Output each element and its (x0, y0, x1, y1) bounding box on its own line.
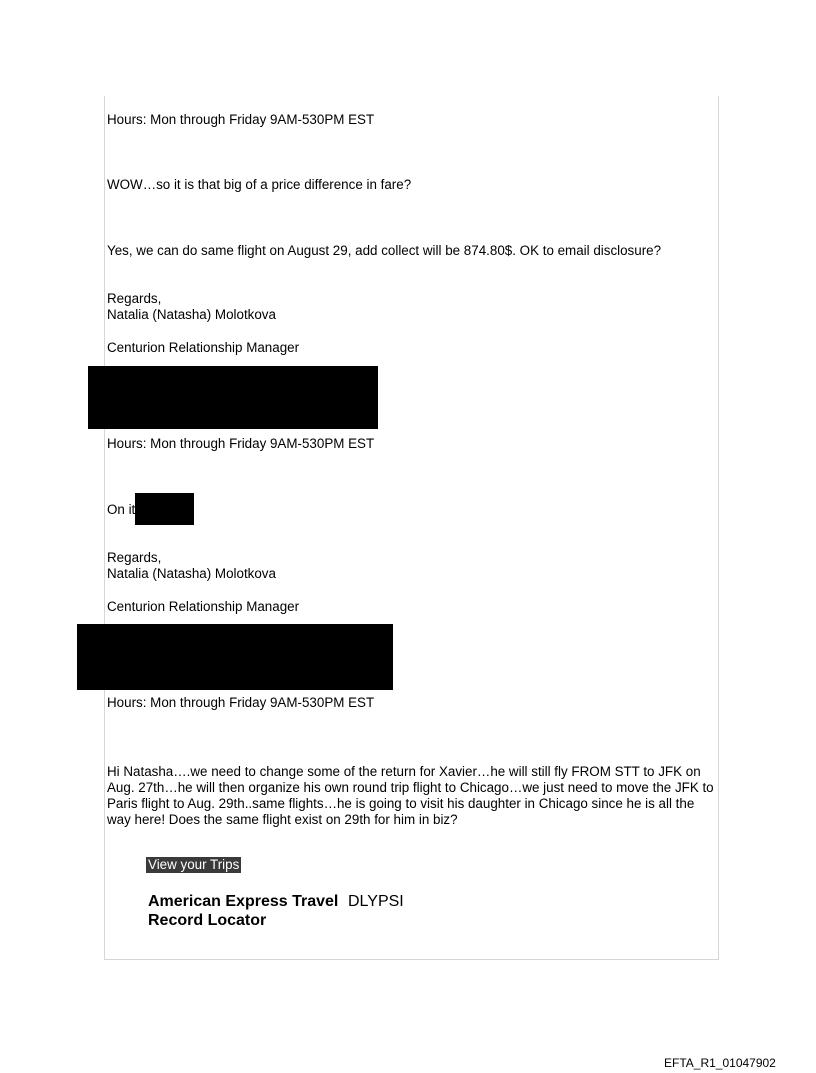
message-change-request: Hi Natasha….we need to change some of the return for Xavier…he will still fly FROM STT to JFK on Aug. 27th…he will then organize his own round trip flight to Chicago…we just need to move the JFK to Paris flight to Aug. 29th..same flights…he is going to visit his daughter in Chicago since he is all the way here! Does the same flight exist on 29th for him in biz? (107, 764, 714, 827)
message-flight-offer: Yes, we can do same flight on August 29, add collect will be 874.80$. OK to email disclosure? (107, 243, 662, 258)
signature-name: Natalia (Natasha) Molotkova (107, 307, 276, 322)
document-id: EFTA_R1_01047902 (664, 1056, 776, 1070)
signature-regards: Regards, (107, 291, 162, 306)
signature-regards: Regards, (107, 550, 162, 565)
record-locator-code: DLYPSI (348, 893, 404, 910)
hours-text: Hours: Mon through Friday 9AM-530PM EST (107, 112, 375, 127)
redaction-block (135, 493, 194, 525)
record-locator-label: Record Locator (148, 912, 267, 929)
hours-text: Hours: Mon through Friday 9AM-530PM EST (107, 436, 375, 451)
signature-title: Centurion Relationship Manager (107, 599, 300, 614)
signature-name: Natalia (Natasha) Molotkova (107, 566, 276, 581)
email-frame (104, 96, 719, 960)
signature-title: Centurion Relationship Manager (107, 340, 300, 355)
redaction-block (88, 366, 378, 429)
redaction-block (77, 624, 393, 690)
hours-text: Hours: Mon through Friday 9AM-530PM EST (107, 695, 375, 710)
view-trips-link[interactable]: View your Trips (148, 857, 240, 872)
message-on-it: On it (107, 502, 136, 517)
message-price-question: WOW…so it is that big of a price difference in fare? (107, 177, 412, 192)
amex-travel-label: American Express Travel (148, 893, 339, 910)
